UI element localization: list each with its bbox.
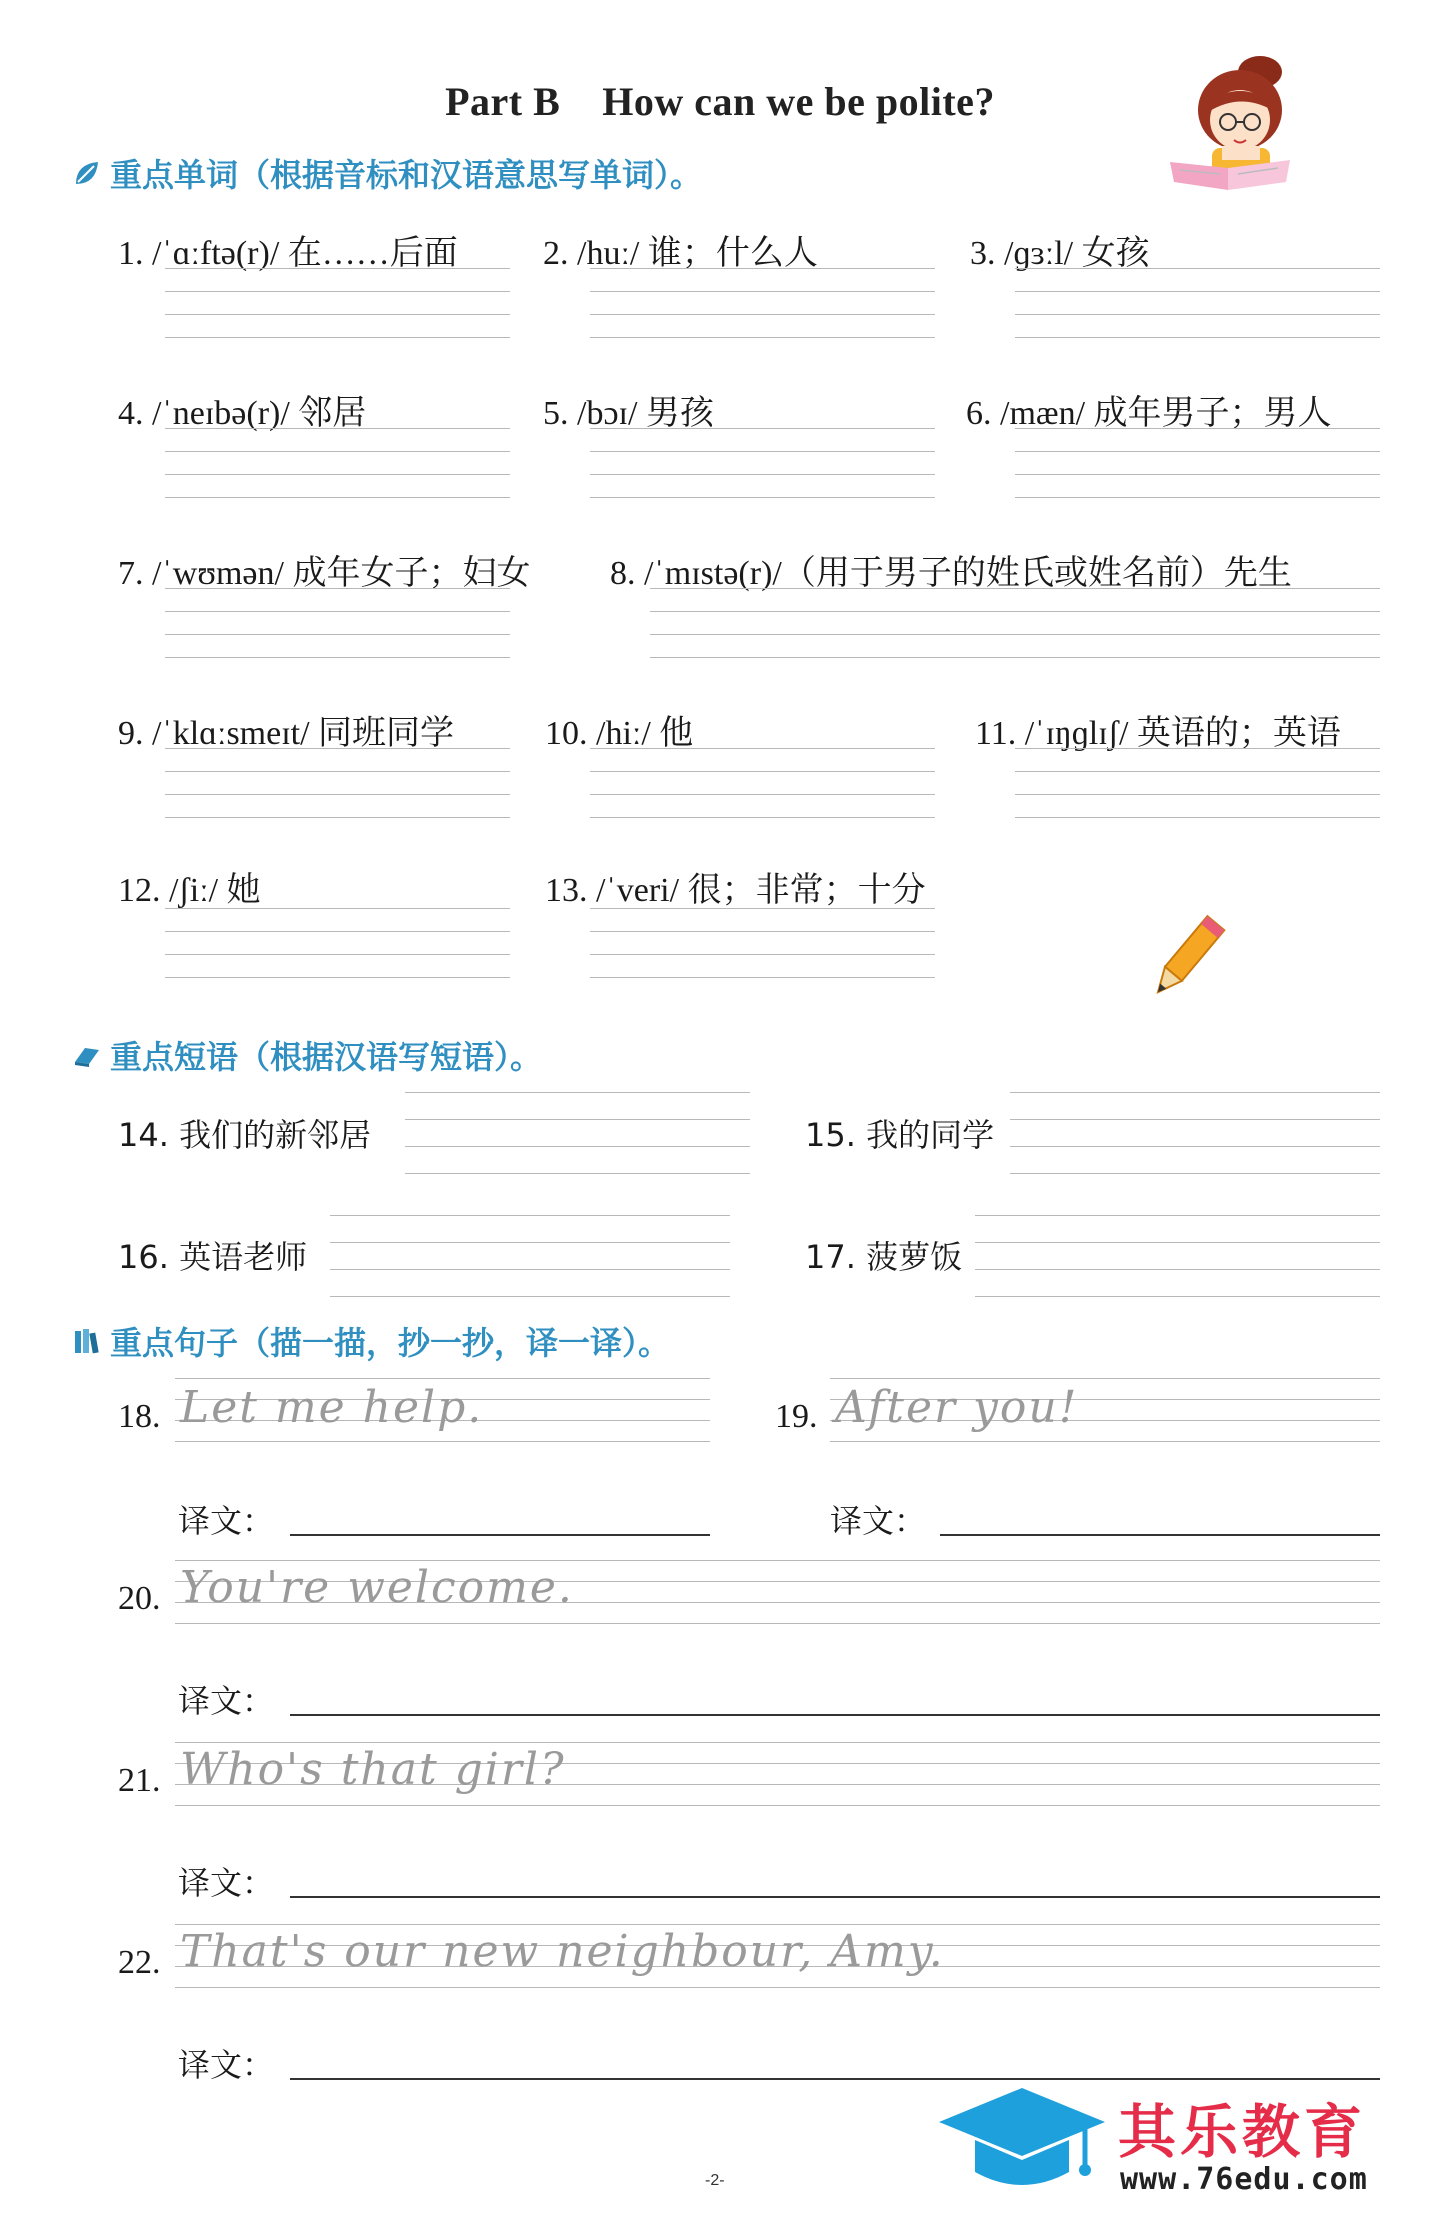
writing-lines-7[interactable]	[165, 588, 510, 658]
writing-lines-10[interactable]	[590, 748, 935, 818]
title-question: How can we be polite?	[602, 79, 995, 124]
trace-sentence-22: That's our new neighbour, Amy.	[180, 1926, 945, 1977]
writing-lines-2[interactable]	[590, 268, 935, 338]
phrase-lines-17[interactable]	[975, 1215, 1380, 1297]
sentence-number-19: 19.	[775, 1398, 818, 1435]
translation-label-19: 译文：	[830, 1502, 927, 1540]
word-item-1: 1. /ˈɑːftə(r)/ 在……后面	[118, 235, 458, 272]
graduation-cap-icon	[935, 2080, 1110, 2200]
brand-logo: 其乐教育	[1118, 2098, 1367, 2166]
translation-label-21: 译文：	[178, 1864, 275, 1902]
phrase-lines-14[interactable]	[405, 1092, 750, 1174]
translation-line-21[interactable]	[290, 1896, 1380, 1898]
book-icon	[72, 1040, 102, 1070]
writing-lines-8[interactable]	[650, 588, 1380, 658]
word-item-4: 4. /ˈneɪbə(r)/ 邻居	[118, 395, 367, 432]
writing-lines-5[interactable]	[590, 428, 935, 498]
trace-sentence-21: Who's that girl?	[180, 1744, 566, 1795]
pencil-icon	[1140, 910, 1230, 1010]
writing-lines-1[interactable]	[165, 268, 510, 338]
part-label: Part B	[445, 79, 561, 124]
word-item-3: 3. /ɡɜːl/ 女孩	[970, 235, 1150, 272]
word-item-2: 2. /huː/ 谁；什么人	[543, 235, 818, 272]
phrase-item-17: 17. 菠萝饭	[805, 1238, 963, 1276]
trace-sentence-18: Let me help.	[180, 1382, 484, 1433]
word-item-10: 10. /hiː/ 他	[545, 715, 694, 752]
books-icon	[72, 1326, 102, 1356]
translation-line-22[interactable]	[290, 2078, 1380, 2080]
word-item-13: 13. /ˈveri/ 很；非常；十分	[545, 872, 926, 909]
sentence-number-18: 18.	[118, 1398, 161, 1435]
sentence-number-20: 20.	[118, 1580, 161, 1617]
word-item-11: 11. /ˈɪŋɡlɪʃ/ 英语的；英语	[975, 715, 1341, 752]
phrase-item-16: 16. 英语老师	[118, 1238, 308, 1276]
section-heading-sentences: 重点句子（描一描，抄一抄，译一译）。	[72, 1318, 670, 1364]
writing-lines-3[interactable]	[1015, 268, 1380, 338]
word-item-5: 5. /bɔɪ/ 男孩	[543, 395, 714, 432]
brand-url: www.76edu.com	[1120, 2162, 1368, 2197]
section-heading-words: 重点单词（根据音标和汉语意思写单词）。	[72, 150, 702, 196]
trace-sentence-19: After you!	[835, 1382, 1079, 1433]
sentence-number-22: 22.	[118, 1944, 161, 1981]
writing-lines-4[interactable]	[165, 428, 510, 498]
writing-lines-9[interactable]	[165, 748, 510, 818]
section-heading-phrases: 重点短语（根据汉语写短语）。	[72, 1032, 542, 1078]
phrase-item-14: 14. 我们的新邻居	[118, 1116, 372, 1154]
girl-reading-illustration	[1150, 50, 1320, 200]
phrase-item-15: 15. 我的同学	[805, 1116, 995, 1154]
writing-lines-11[interactable]	[1015, 748, 1380, 818]
word-item-9: 9. /ˈklɑːsmeɪt/ 同班同学	[118, 715, 455, 752]
word-item-12: 12. /ʃiː/ 她	[118, 872, 261, 909]
writing-lines-13[interactable]	[590, 908, 935, 978]
translation-label-22: 译文：	[178, 2046, 275, 2084]
writing-lines-12[interactable]	[165, 908, 510, 978]
phrase-lines-15[interactable]	[1010, 1092, 1380, 1174]
phrase-lines-16[interactable]	[330, 1215, 730, 1297]
sentence-number-21: 21.	[118, 1762, 161, 1799]
leaf-icon	[72, 158, 102, 188]
translation-label-20: 译文：	[178, 1682, 275, 1720]
word-item-6: 6. /mæn/ 成年男子；男人	[966, 395, 1332, 432]
translation-line-20[interactable]	[290, 1714, 1380, 1716]
writing-lines-6[interactable]	[1015, 428, 1380, 498]
translation-line-18[interactable]	[290, 1534, 710, 1536]
translation-line-19[interactable]	[940, 1534, 1380, 1536]
translation-label-18: 译文：	[178, 1502, 275, 1540]
word-item-8: 8. /ˈmɪstə(r)/（用于男子的姓氏或姓名前）先生	[610, 555, 1292, 592]
trace-sentence-20: You're welcome.	[180, 1562, 574, 1613]
word-item-7: 7. /ˈwʊmən/ 成年女子；妇女	[118, 555, 531, 592]
page-number: -2-	[705, 2172, 725, 2189]
